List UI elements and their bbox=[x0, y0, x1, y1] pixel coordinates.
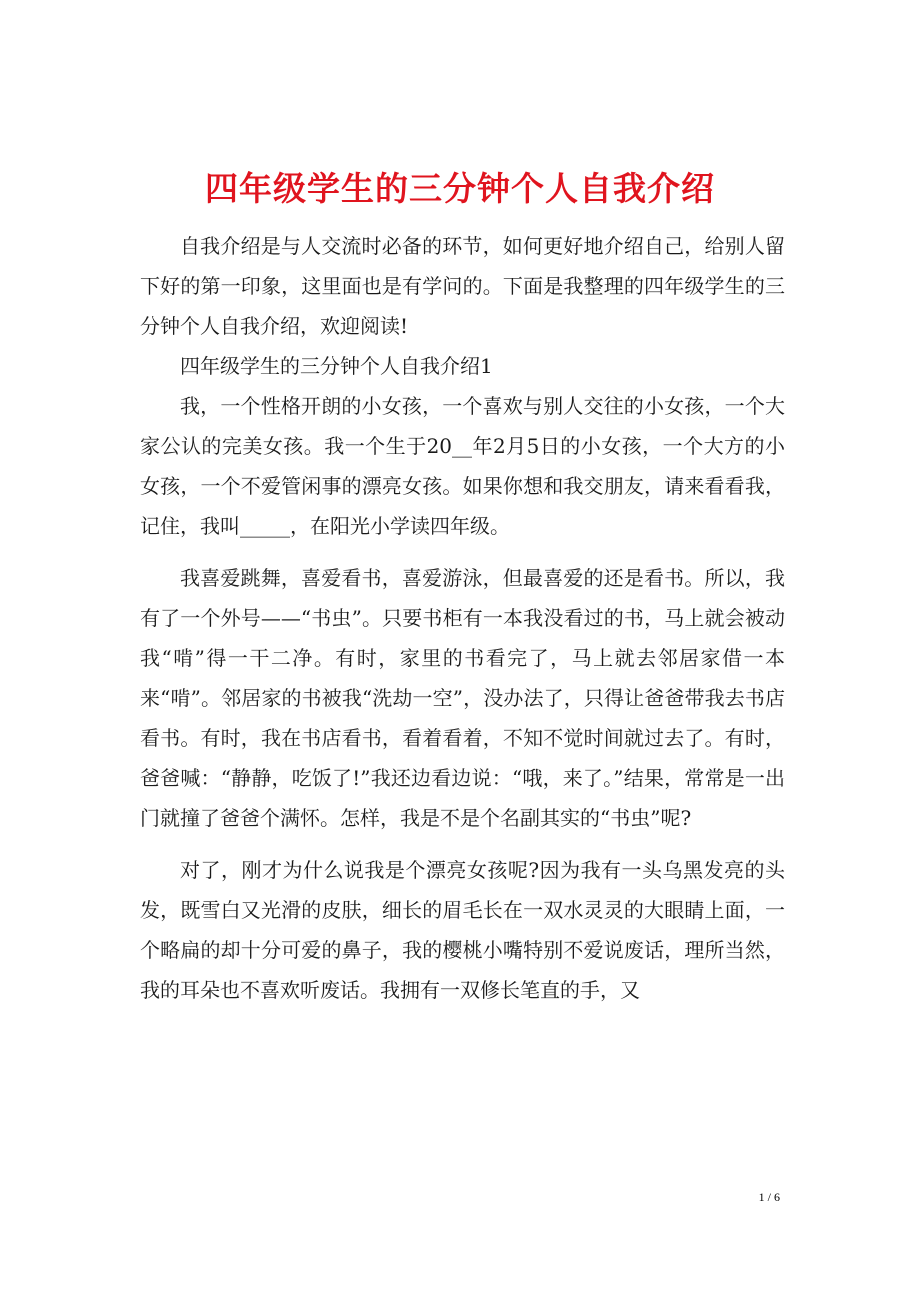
document-body bbox=[140, 226, 785, 1010]
section-heading: 四年级学生的三分钟个人自我介绍1 bbox=[180, 354, 493, 378]
page-number: 1 / 6 bbox=[758, 1190, 780, 1204]
intro-paragraph: 自我介绍是与人交流时必备的环节，如何更好地介绍自己，给别人留下好的第一印象，这里面也是有学问的。下面是我整理的四年级学生的三分钟个人自我介绍，欢迎阅读! bbox=[140, 234, 785, 338]
body-paragraph-2: 我喜爱跳舞，喜爱看书，喜爱游泳，但最喜爱的还是看书。所以，我有了一个外号——“书虫”。只要书柜有一本我没看过的书，马上就会被动我“啃”得一干二净。有时，家里的书看完了，马上就去邻居家借一本来“啃”。邻居家的书被我“洗劫一空”，没办法了，只得让爸爸带我去书店看书。有时，我在书店看书，看着看着，不知不觉时间就过去了。有时，爸爸喊：“静静，吃饭了!”我还边看边说：“哦，来了。”结果，常常是一出门就撞了爸爸个满怀。怎样，我是不是个名副其实的“书虫”呢? bbox=[140, 566, 785, 830]
body-paragraph-3: 对了，刚才为什么说我是个漂亮女孩呢?因为我有一头乌黑发亮的头发，既雪白又光滑的皮肤，细长的眉毛长在一双水灵灵的大眼睛上面，一个略扁的却十分可爱的鼻子，我的樱桃小嘴特别不爱说废话，理所当然，我的耳朵也不喜欢听废话。我拥有一双修长笔直的手，又 bbox=[140, 858, 785, 1002]
document-title: 四年级学生的三分钟个人自我介绍 bbox=[205, 169, 715, 209]
body-paragraph-1: 我，一个性格开朗的小女孩，一个喜欢与别人交往的小女孩，一个大家公认的完美女孩。我一个生于20__年2月5日的小女孩，一个大方的小女孩，一个不爱管闲事的漂亮女孩。如果你想和我交朋友，请来看看我，记住，我叫_____，在阳光小学读四年级。 bbox=[140, 394, 785, 538]
